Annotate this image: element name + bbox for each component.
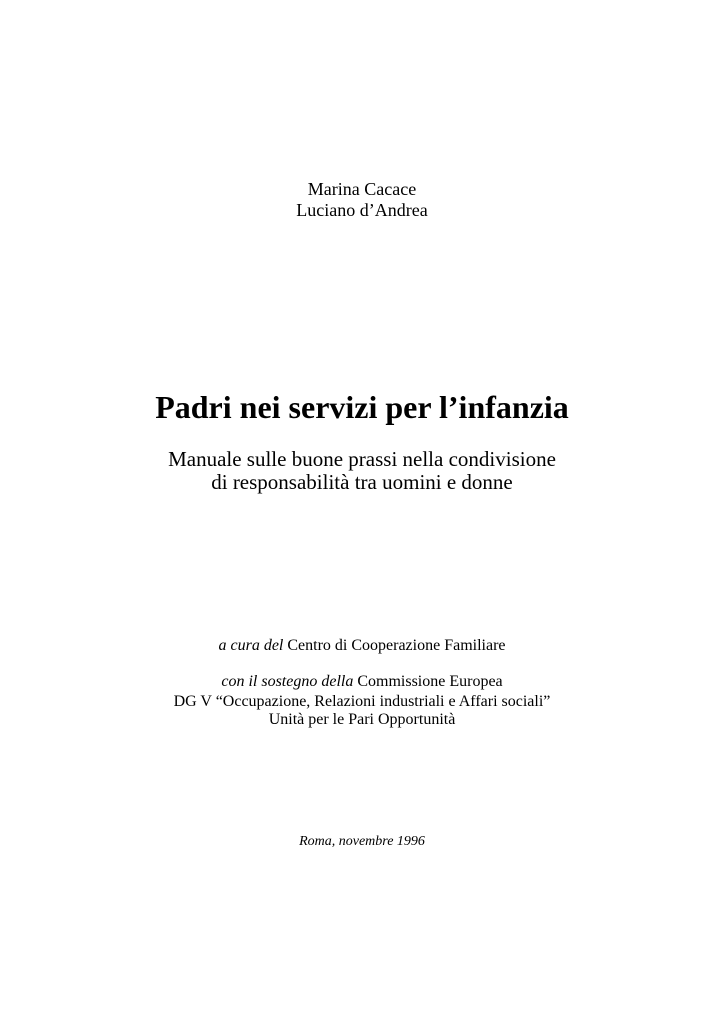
support-line [0, 674, 724, 690]
curated-by-organization: Centro di Cooperazione Familiare [287, 637, 506, 654]
document-subtitle-line: di responsabilità tra uomini e donne [211, 470, 513, 494]
support-unit: Unità per le Pari Opportunità [268, 711, 456, 728]
document-subtitle-line: Manuale sulle buone prassi nella condivisione [168, 447, 556, 471]
author-name: Luciano d’Andrea [296, 200, 428, 220]
author-name: Marina Cacace [307, 179, 417, 199]
curated-by-prefix: a cura del [218, 637, 284, 654]
support-organization: Commissione Europea [357, 673, 503, 690]
support-directorate: DG V “Occupazione, Relazioni industriali e Affari sociali” [173, 693, 551, 710]
place-and-date: Roma, novembre 1996 [299, 834, 425, 849]
curated-by-line [0, 638, 724, 654]
document-title: Padri nei servizi per l’infanzia [155, 389, 569, 425]
support-prefix: con il sostegno della [221, 673, 354, 690]
